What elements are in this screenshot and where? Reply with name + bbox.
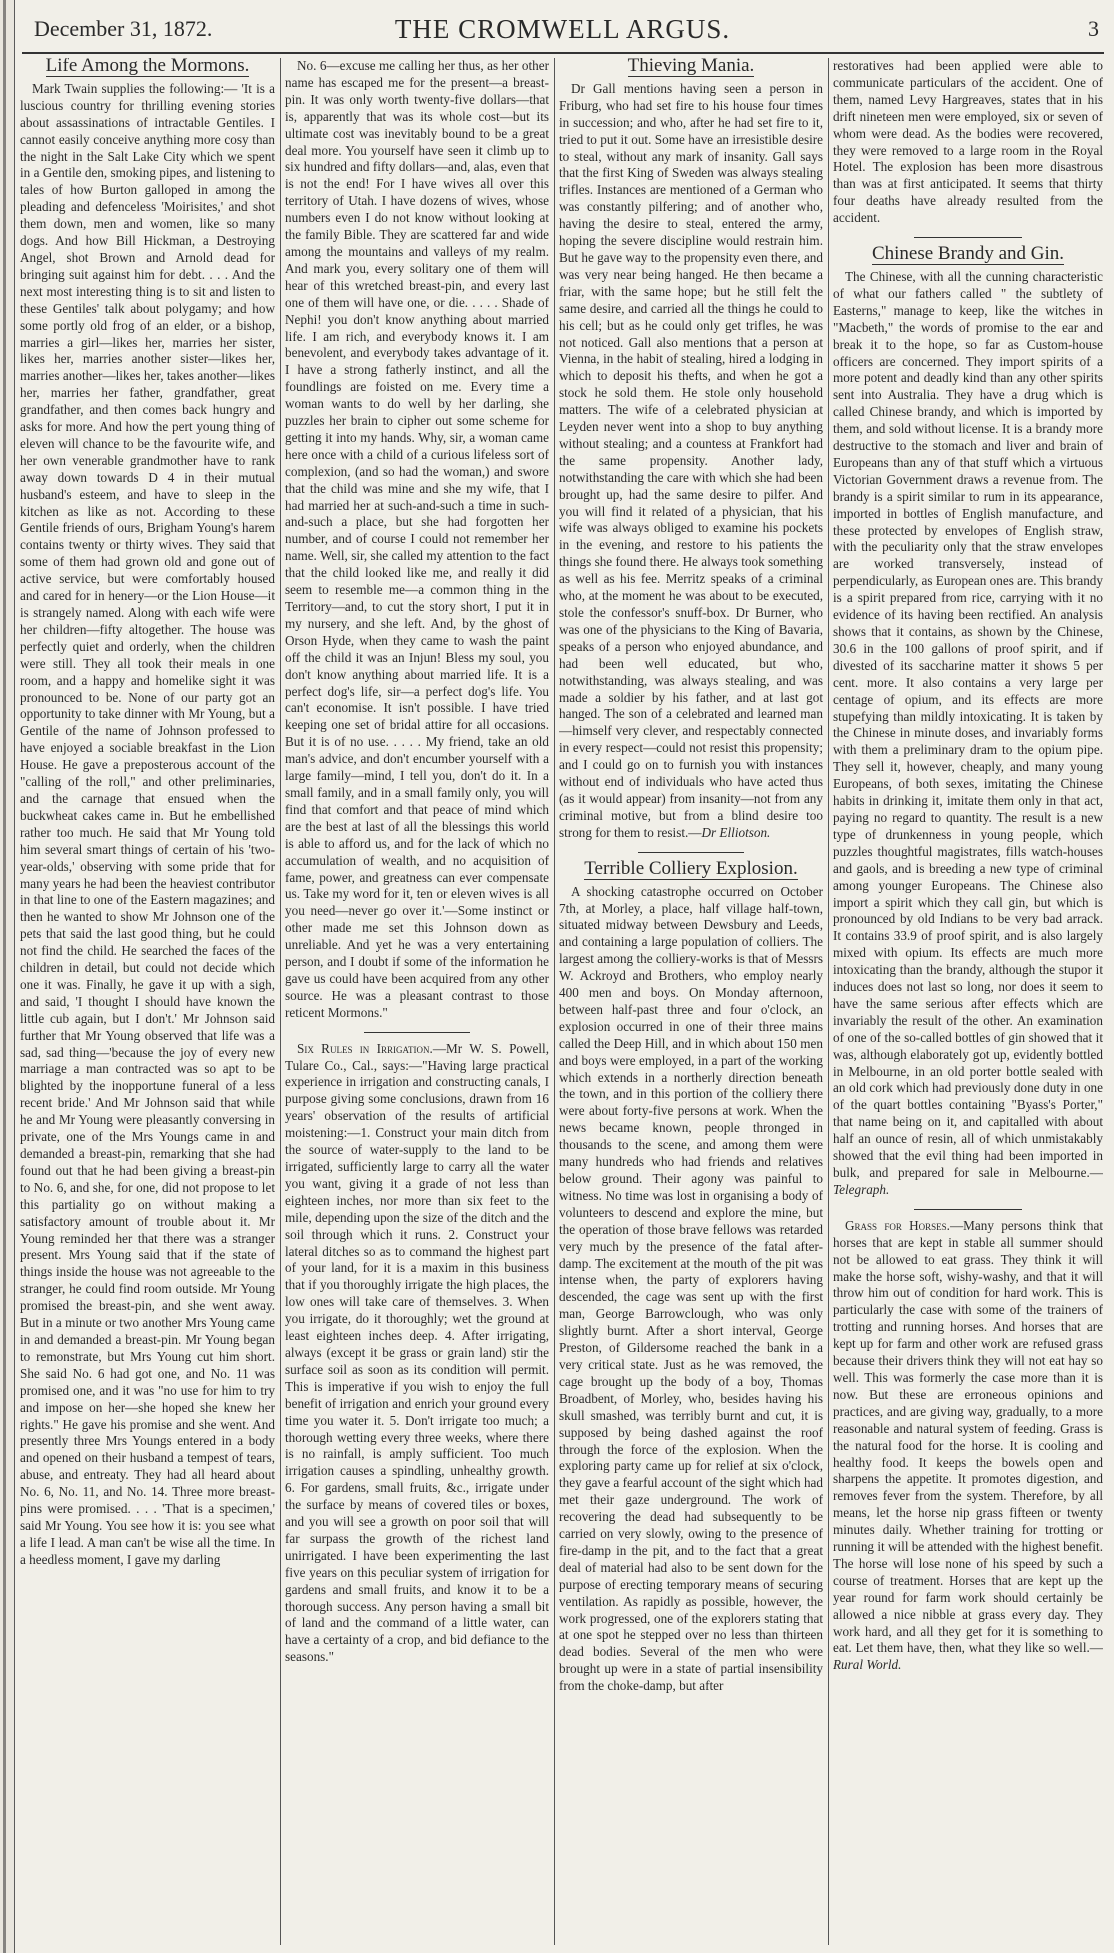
page-number: 3 [1088,16,1099,41]
brandy-credit: Telegraph. [833,1181,890,1197]
article-separator [914,237,1022,238]
article-body-colliery-cont: restoratives had been applied were able to communicate particulars of the accident. One of them, named Levy Hargreaves, states that in his drift nineteen men were employed, six or seven of whom were dead. As the bodies were recovered, they were removed to a large room in the Royal Hotel. The explosion has been more disastrous than was at first anticipated. It seems that thirty four deaths have already resulted from the accident. [833,58,1103,226]
article-body-thieving [559,81,823,842]
article-grass-for-horses [833,1218,1103,1674]
article-body-mormons: Mark Twain supplies the following:— 'It is a luscious country for thrilling evening stories about assassinations of intractable Gentiles. I cannot easily conceive anything more cosy than the night in the Salt Lake City which we spent in a Gentile den, smoking pipes, and listening to tales of how Burton galloped in among the pleading and defenceless 'Moirisites,' and shot them down, men and women, like so many dogs. And how Bill Hickman, a Destroying Angel, shot Brown and Arnold dead for bringing suit against him for debt. . . . And the next most interesting thing is to sit and listen to these Gentiles' talk about polygamy; and how some portly old frog of an elder, or a bishop, marries a girl—likes her, marries her sister, likes her, marries another sister—likes her, marries another—likes her, takes another—likes her, marries her father, grandfather, great grandfather, and then comes back hungry and asks for more. And how the pert young thing of eleven will chance to be the favourite wife, and her own venerable grandmother have to rank away down towards D 4 in their mutual husband's esteem, and have to sleep in the kitchen as like as not. According to these Gentile friends of ours, Brigham Young's harem contains twenty or thirty wives. They said that some of them had grown old and gone out of active service, but were comfortably housed and cared for in henery—or the Lion House—it is strangely named. Along with each wife were her children—fifty altogether. The house was perfectly quiet and orderly, when the children were still. They all took their meals in one room, and a happy and homelike sight it was pronounced to be. None of our party got an opportunity to take dinner with Mr Young, but a Gentile of the name of Johnson professed to have enjoyed a sociable breakfast in the Lion House. He gave a preposterous account of the "calling of the roll," and other preliminaries, and the carnage that ensued when the buckwheat cakes came in. But he embellished rather too much. He said that Mr Young told him several smart things of certain of his 'two-year-olds,' observing with some pride that for many years he had been the heaviest contributor in that line to one of the Eastern magazines; and then he wanted to show Mr Johnson one of the pets that said the last good thing, but he could not find the child. He searched the faces of the children in detail, but could not decide which one it was. Finally, he gave it up with a sigh, and said, 'I thought I should have known the little cub again, but I don't.' Mr Johnson said further that Mr Young observed that life was a sad, sad thing—'because the joy of every new marriage a man contracted was so apt to be blighted by the inopportune funeral of a less recent bride.' And Mr Johnson said that while he and Mr Young were pleasantly conversing in private, one of the Mrs Youngs came in and demanded a breast-pin, remarking that she had found out that he had been giving a breast-pin to No. 6, and she, for one, did not propose to let this partiality go on without making a satisfactory amount of trouble about it. Mr Young reminded her that there was a stranger present. Mrs Young said that if the state of things inside the house was not agreeable to the stranger, he could find room outside. Mr Young promised the breast-pin, and she went away. But in a minute or two another Mrs Young came in and demanded a breast-pin. Mr Young began to remonstrate, but Mrs Young cut him short. She said No. 6 had got one, and No. 11 was promised one, and it was "no use for him to try and impose on her—she hoped she knew her rights." He gave his promise and she went. And presently three Mrs Youngs entered in a body and opened on their husband a tempest of tears, abuse, and entreaty. They had all heard about No. 6, No. 11, and No. 14. Three more breast-pins were promised. . . . 'That is a specimen,' said Mr Young. You see how it is: you see what a life I lead. A man can't be wise all the time. In a heedless moment, I gave my darling [20,80,275,1567]
article-title-colliery: Terrible Colliery Explosion. [584,857,798,879]
irrigation-heading: Six Rules in Irrigation. [297,1040,433,1056]
issue-date: December 31, 1872. [34,16,213,41]
grass-heading: Grass for Horses. [845,1217,950,1233]
article-title-chinese-brandy: Chinese Brandy and Gin. [871,243,1065,265]
masthead-rule [22,52,1104,54]
column-divider [280,58,281,1945]
masthead [20,8,1105,52]
binding-rule [3,0,6,1953]
column-divider [554,58,555,1945]
newspaper-title: THE CROMWELL ARGUS. [394,14,731,44]
article-separator [364,1032,470,1033]
thieving-credit: Dr Elliotson. [701,824,771,840]
article-irrigation [285,1041,549,1667]
article-title-mormons: Life Among the Mormons. [20,58,275,75]
column-3 [559,58,823,1945]
binding-edge [0,0,15,1953]
column-divider [828,58,829,1945]
column-1 [20,58,275,1945]
article-separator [914,1209,1022,1210]
thieving-text: Dr Gall mentions having seen a person in Friburg, who had set fire to his house four times in succession; and who, after he had set fire to it, tried to put it out. Some have an irresistible desire to steal, without any mark of insanity. Gall says that the first King of Sweden was always stealing trifles. Instances are mentioned of a German who was constantly pilfering; and of another who, having the desire to steal, entered the army, hoping the severe discipline would restrain him. But he gave way to the propensity even there, and was very near being hanged. He then became a friar, with the same hope; but he still felt the same desire, and carried all the things he could to his cell; but as he could only get trifles, he was not noticed. Gall also mentions that a person at Vienna, in the habit of stealing, hired a lodging in which to deposit his thefts, and when he got a stock he sold them. He stole only household matters. The wife of a celebrated physician at Leyden never went into a shop to buy anything without stealing; and a countess at Frankfort had the same propensity. Another lady, notwithstanding the care with which she had been brought up, had the same desire to pilfer. And you will find it related of a physician, that his wife was always obliged to examine his pockets in the evening, and restore to his patients the things she found there. He always took something as well as his fee. Merritz speaks of a criminal who, at the moment he was about to be executed, stole the confessor's snuff-box. Dr Burner, who was one of the physicians to the King of Bavaria, speaks of a person who enjoyed abundance, and had been well educated, but who, notwithstanding, was always stealing, and was made a soldier by his father, and at last got hanged. The son of a celebrated and learned man—himself very clever, and respectably connected in every respect—could not resist this propensity; and I could go on to furnish you with instances without end of individuals who have acted thus (as it would appear) from insanity—not from any criminal motive, but from a blind desire too strong for them to resist.— [559,80,823,840]
article-body-colliery: A shocking catastrophe occurred on October 7th, at Morley, a place, half village half-town, situated midway between Dewsbury and Leeds, and containing a large population of colliers. The largest among the colliery-works is that of Messrs W. Ackroyd and Brothers, who employ nearly 400 men and boys. On Monday afternoon, between half-past three and four o'clock, an explosion occurred in one of their three mains called the Deep Hill, and in which about 150 men and boys were employed, in a part of the working which extends in a northerly direction beneath the town, and in this portion of the colliery there were about forty-five persons at work. When the news became known, people thronged in thousands to the scene, and among them were many hundreds who had friends and relatives below ground. Their agony was painful to witness. No time was lost in organising a body of volunteers to descend and explore the mine, but the operation of those brave fellows was retarded very much by the presence of the fatal after-damp. The excitement at the mouth of the pit was intense when, the party of explorers having descended, the cage was sent up with the first man, George Barrowclough, who was only slightly burnt. After a short interval, George Preston, of Gildersome reached the bank in a very critical state. Just as he was removed, the cage brought up the body of a boy, Thomas Broadbent, of Morley, who, besides having his skull smashed, was terribly burnt and cut, it is supposed by being dashed against the roof through the force of the explosion. When the exploring party came up for relief at six o'clock, they gave a fearful account of the sight which had met their gaze underground. The work of recovering the dead had subsequently to be carried on very slowly, owing to the presence of fire-damp in the pit, and to the fact that a great deal of material had also to be sent down for the purpose of erecting temporary means of securing ventilation. As rapidly as possible, however, the work progressed, one of the explorers stating that at one spot he stepped over no less than thirteen dead bodies. Several of the men who were brought up were in a state of partial insensibility from the choke-damp, but after [559,883,823,1694]
article-body-chinese-brandy [833,269,1103,1199]
brandy-text: The Chinese, with all the cunning characteristic of what our fathers called " the subtlety of Easterns," manage to keep, like the witches in "Macbeth," the words of promise to the ear and break it to the hope, so far as Custom-house officers are concerned. They import spirits of a more potent and deadly kind than any other spirits sent into Australia. They have a drug which is called Chinese brandy, and which is imported by them, and sold without license. It is a brandy more destructive to the stomach and liver and brain of Europeans than any of that stuff which a virtuous Victorian Government draws a revenue from. The brandy is a spirit similar to rum in its appearance, imported in bottles of English manufacture, and these protected by envelopes of English straw, with the peculiarity only that the straw envelopes are worked transversely, instead of perpendicularly, as European ones are. This brandy is a spirit prepared from rice, carrying with it no evidence of its having been rectified. An analysis shows that it contains, as shown by the Chinese, 30.6 in the 100 gallons of proof spirit, and if divested of its saccharine matter it shows 5 per cent. more. It also contains a very large per centage of opium, and its effects are more stupefying than mildly intoxicating. It is taken by the Chinese in minute doses, and invariably forms with them a preliminary dram to the opium pipe. They sell it, however, cheaply, and many young Europeans, of both sexes, imitating the Chinese habits in drinking it, imitate them only in that act, paying no regard to quantity. The result is a new type of drunkenness in young people, which puzzles thoughtful magistrates, fills watch-houses and gaols, and is breeding a new type of criminal among younger Europeans. The Chinese also import a spirit which they call gin, but which is pronounced by old Indians to be very bad arrack. It contains 33.9 of proof spirit, and is also largely mixed with opium. Its effects are much more intoxicating than the brandy, although the stupor it induces does not last so long, nor does it seem to have the same serious after effects which are invariably the result of the other. An examination of one of the so-called bottles of gin showed that it was, although elaborately got up, evidently bottled in Melbourne, in an old porter bottle sealed with an old cork which had previously done duty in one of the quart bottles containing "Byass's Porter," that name being on it, and capitalled with about half an ounce of resin, all of which unmistakably showed that the evil thing had been imported in bulk, and prepared for sale in Melbourne.— [833,268,1103,1180]
article-body-mormons-cont: No. 6—excuse me calling her thus, as her other name has escaped me for the present—a breast-pin. It was only worth twenty-five dollars—that is, apparently that was its whole cost—but its ultimate cost was inevitably bound to be a great deal more. You yourself have seen it climb up to six hundred and fifty dollars—and, alas, even that is not the end! For I have wives all over this territory of Utah. I have dozens of wives, whose numbers even I do not know without looking at the family Bible. They are scattered far and wide among the mountains and valleys of my realm. And mark you, every solitary one of them will hear of this wretched breast-pin, and every last one of them will have one, or die. . . . . Shade of Nephi! you don't know anything about married life. I am rich, and everybody knows it. I am benevolent, and everybody takes advantage of it. I have a strong fatherly instinct, and all the foundlings are foisted on me. Every time a woman wants to do well by her darling, she puzzles her brain to cipher out some scheme for getting it into my hands. Why, sir, a woman came here once with a child of a curious lifeless sort of complexion, (and so had the woman,) and swore that the child was mine and she my wife, that I had married her at such-and-such a time in such-and-such a place, but she had forgotten her number, and of course I could not remember her name. Well, sir, she called my attention to the fact that the child looked like me, and really it did seem to resemble me—a common thing in the Territory—and, to cut the story short, I put it in my nursery, and she left. And, by the ghost of Orson Hyde, when they came to wash the paint off the child it was an Injun! Bless my soul, you don't know anything about married life. It is a perfect dog's life, sir—a perfect dog's life. You can't economise. It isn't possible. I have tried keeping one set of bridal attire for all occasions. But it is of no use. . . . . My friend, take an old man's advice, and don't encumber yourself with a large family—mind, I tell you, don't do it. In a small family, and in a small family only, you will find that comfort and that peace of mind which are the best at last of all the blessings this world is able to afford us, and for the lack of which no accumulation of wealth, and no acquisition of fame, power, and greatness can ever compensate us. Take my word for it, ten or eleven wives is all you need—never go over it.'—Some instinct or other made me set this Johnson down as unreliable. And yet he was a very entertaining person, and I doubt if some of the information he gave us could have been acquired from any other source. He was a pleasant contrast to those reticent Mormons." [285,58,549,1020]
column-4 [833,58,1103,1945]
grass-credit: Rural World. [833,1657,902,1673]
grass-body: —Many persons think that horses that are kept in stable all summer should not be allowed to eat grass. They think it will make the horse soft, wishy-washy, and that it will throw him out of condition for hard work. This is particularly the case with some of the trainers of trotting and running horses. And horses that are kept up for farm and other work are refused grass because their drivers think they will not eat hay so well. This was formerly the case more than it is now. But these are erroneous opinions and practices, and are giving way, gradually, to a more reasonable and natural system of feeding. Grass is the natural food for the horse. It is cooling and healthy food. It keeps the bowels open and sharpens the appetite. It promotes digestion, and removes fever from the system. Therefore, by all means, let the horse nip grass fifteen or twenty minutes daily. Whether training for trotting or running it will be attended with the highest benefit. The horse will lose none of his speed by such a course of treatment. Horses that are kept up the year round for farm work should certainly be allowed a nice nibble at grass every day. They work hard, and all they get for it is something to eat. Let them have, then, what they like so well.— [833,1217,1103,1656]
article-separator [638,852,744,853]
article-title-thieving: Thieving Mania. [559,58,823,75]
irrigation-body: —Mr W. S. Powell, Tulare Co., Cal., says:—"Having large practical experience in irrigation and constructing canals, I purpose giving some conclusions, drawn from 16 years' observation of the results of artificial moistening:—1. Construct your main ditch from the source of water-supply to the land to be irrigated, sufficiently large to carry all the water you want, giving it a grade of not less than eighteen inches, nor more than six feet to the mile, depending upon the size of the ditch and the soil through which it runs. 2. Construct your lateral ditches so as to command the highest part of your land, for it is a maxim in this business that if you thoroughly irrigate the high places, the low ones will take care of themselves. 3. When you irrigate, do it thoroughly; wet the ground at least eighteen inches deep. 4. After irrigating, always (except it be grass or grain land) stir the surface soil as soon as its condition will permit. This is imperative if you wish to enjoy the full benefit of irrigation and enrich your ground every time you water it. 5. Don't irrigate too much; a thorough wetting every three weeks, where there is no rainfall, is amply sufficient. Too much irrigation causes a spindling, unhealthy growth. 6. For gardens, small fruits, &c., irrigate under the surface by means of covered tiles or boxes, and you will see a growth on poor soil that will far surpass the growth of the richest land unirrigated. I have been experimenting the last five years on this peculiar system of irrigation for gardens and small fruits, and know it to be a thorough success. Any person having a small bit of land and the command of a little water, can have a certainty of a crop, and bid defiance to the seasons." [285,1040,549,1665]
column-2 [285,58,549,1945]
